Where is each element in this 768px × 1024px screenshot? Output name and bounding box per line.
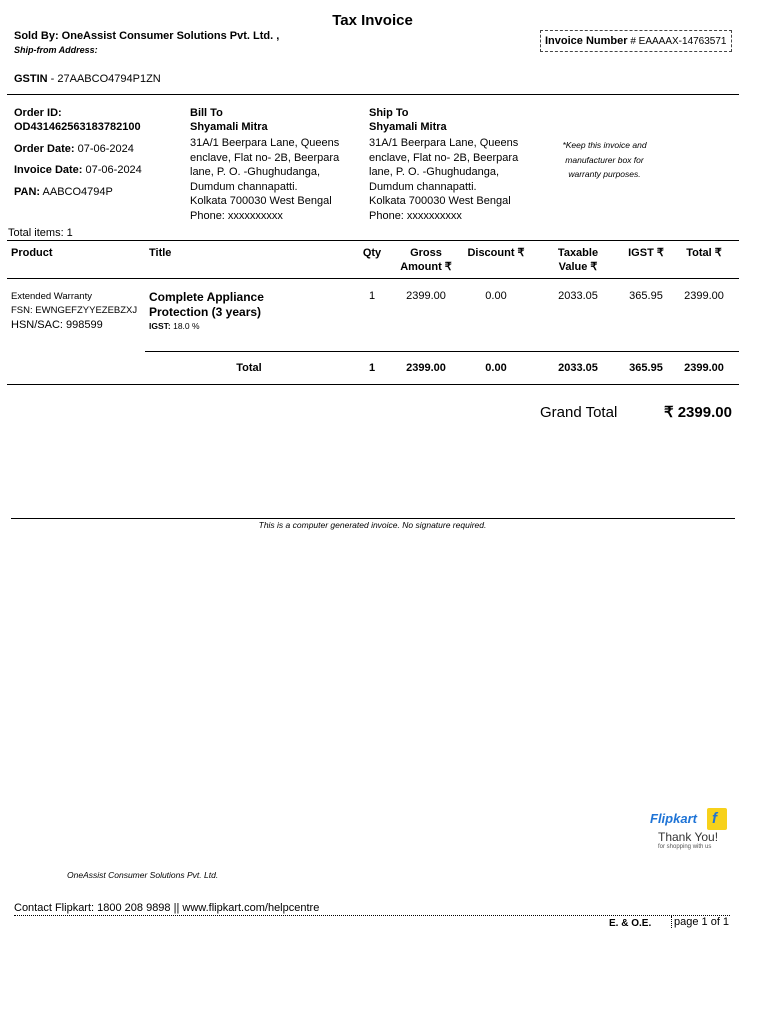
thank-you-text: Thank You! xyxy=(658,830,719,844)
flipkart-logo xyxy=(650,806,730,856)
item-title-line1: Complete Appliance xyxy=(149,290,264,304)
col-gross-line2: Amount ₹ xyxy=(400,261,452,273)
cell-discount: 0.00 xyxy=(485,290,507,302)
grand-total-value: ₹ 2399.00 xyxy=(664,404,732,421)
cell-qty: 1 xyxy=(368,290,376,302)
invoice-date xyxy=(14,164,142,176)
igst-rate xyxy=(149,321,200,331)
invoice-date-value: 07-06-2024 xyxy=(82,164,142,176)
col-gross xyxy=(394,246,458,274)
grand-total-label: Grand Total xyxy=(540,404,618,421)
cell-igst: 365.95 xyxy=(629,290,663,302)
col-qty: Qty xyxy=(362,247,382,259)
total-items: Total items: 1 xyxy=(8,227,73,239)
order-date-value: 07-06-2024 xyxy=(74,143,134,155)
col-taxable-line1: Taxable xyxy=(557,247,599,259)
eoe-label: E. & O.E. xyxy=(609,918,652,929)
gstin-value: - 27AABCO4794P1ZN xyxy=(47,73,161,85)
ship-to-street: 31A/1 Beerpara Lane, Queens enclave, Flat no- 2B, Beerpara lane, P. O. -Ghughudanga, Dumdum channapatti. xyxy=(369,137,519,193)
invoice-number-label: Invoice Number xyxy=(545,35,628,47)
thank-you-subtext: for shopping with us xyxy=(658,844,712,850)
totals-taxable: 2033.05 xyxy=(558,362,598,374)
divider xyxy=(14,915,730,916)
order-date xyxy=(14,143,134,155)
igst-rate-label: IGST: xyxy=(149,321,171,331)
bill-to-street: 31A/1 Beerpara Lane, Queens enclave, Flat no- 2B, Beerpara lane, P. O. -Ghughudanga, Dumdum channapatti. xyxy=(190,137,340,193)
gstin xyxy=(14,73,161,85)
bill-to-heading: Bill To xyxy=(190,107,223,119)
sold-by: Sold By: OneAssist Consumer Solutions Pvt. Ltd. , xyxy=(14,30,280,42)
col-igst: IGST ₹ xyxy=(628,247,664,259)
order-id-value: OD431462563183782100 xyxy=(14,121,141,133)
product-fsn: FSN: EWNGEFZYYEZEBZXJ xyxy=(11,305,138,316)
divider xyxy=(7,278,739,279)
cell-gross: 2399.00 xyxy=(406,290,446,302)
product-name: Extended Warranty xyxy=(11,291,92,302)
ship-to-name: Shyamali Mitra xyxy=(369,121,447,133)
divider xyxy=(7,384,739,385)
warranty-note: *Keep this invoice and manufacturer box for warranty purposes. xyxy=(562,140,647,179)
cell-taxable: 2033.05 xyxy=(558,290,598,302)
ship-from-label: Ship-from Address: xyxy=(14,45,98,55)
bill-to-address xyxy=(190,136,358,223)
totals-label: Total xyxy=(236,362,262,374)
col-title: Title xyxy=(149,247,172,259)
pan xyxy=(14,186,113,198)
gstin-label: GSTIN xyxy=(14,73,48,85)
col-taxable xyxy=(546,246,610,274)
invoice-number-box xyxy=(540,30,732,52)
totals-gross: 2399.00 xyxy=(406,362,446,374)
flipkart-wordmark: Flipkart xyxy=(650,811,697,826)
ship-to-phone: Phone: xxxxxxxxxx xyxy=(369,209,462,222)
bill-to-name: Shyamali Mitra xyxy=(190,121,268,133)
bill-to-city: Kolkata 700030 West Bengal xyxy=(190,195,332,207)
footer-company: OneAssist Consumer Solutions Pvt. Ltd. xyxy=(67,870,219,880)
totals-qty: 1 xyxy=(368,362,376,374)
order-date-label: Order Date: xyxy=(14,143,75,155)
flipkart-bag-icon xyxy=(707,808,727,830)
invoice-number-value: # EAAAAX-14763571 xyxy=(630,36,727,47)
invoice-date-label: Invoice Date: xyxy=(14,164,83,176)
page-number: page 1 of 1 xyxy=(671,916,729,928)
totals-igst: 365.95 xyxy=(629,362,663,374)
igst-rate-value: 18.0 % xyxy=(170,321,200,331)
col-gross-line1: Gross xyxy=(410,247,442,259)
pan-value: AABCO4794P xyxy=(40,186,113,198)
ship-to-heading: Ship To xyxy=(369,107,409,119)
page-title: Tax Invoice xyxy=(332,12,413,29)
col-discount: Discount ₹ xyxy=(467,247,525,259)
ship-to-city: Kolkata 700030 West Bengal xyxy=(369,195,511,207)
divider xyxy=(7,240,739,241)
product-hsn: HSN/SAC: 998599 xyxy=(11,319,103,331)
divider xyxy=(145,351,739,352)
divider xyxy=(11,518,735,519)
order-id-label: Order ID: xyxy=(14,107,62,119)
item-title-line2: Protection (3 years) xyxy=(149,305,262,319)
computer-generated-note: This is a computer generated invoice. No signature required. xyxy=(258,520,487,530)
totals-discount: 0.00 xyxy=(485,362,507,374)
contact-line: Contact Flipkart: 1800 208 9898 || www.flipkart.com/helpcentre xyxy=(14,902,320,914)
bag-letter: f xyxy=(712,810,717,827)
ship-to-address xyxy=(369,136,537,223)
col-total: Total ₹ xyxy=(686,247,722,259)
cell-total: 2399.00 xyxy=(684,290,724,302)
divider xyxy=(7,94,739,95)
pan-label: PAN: xyxy=(14,186,41,198)
col-taxable-line2: Value ₹ xyxy=(558,261,598,273)
bill-to-phone: Phone: xxxxxxxxxx xyxy=(190,209,283,222)
totals-total: 2399.00 xyxy=(684,362,724,374)
col-product: Product xyxy=(11,247,53,259)
